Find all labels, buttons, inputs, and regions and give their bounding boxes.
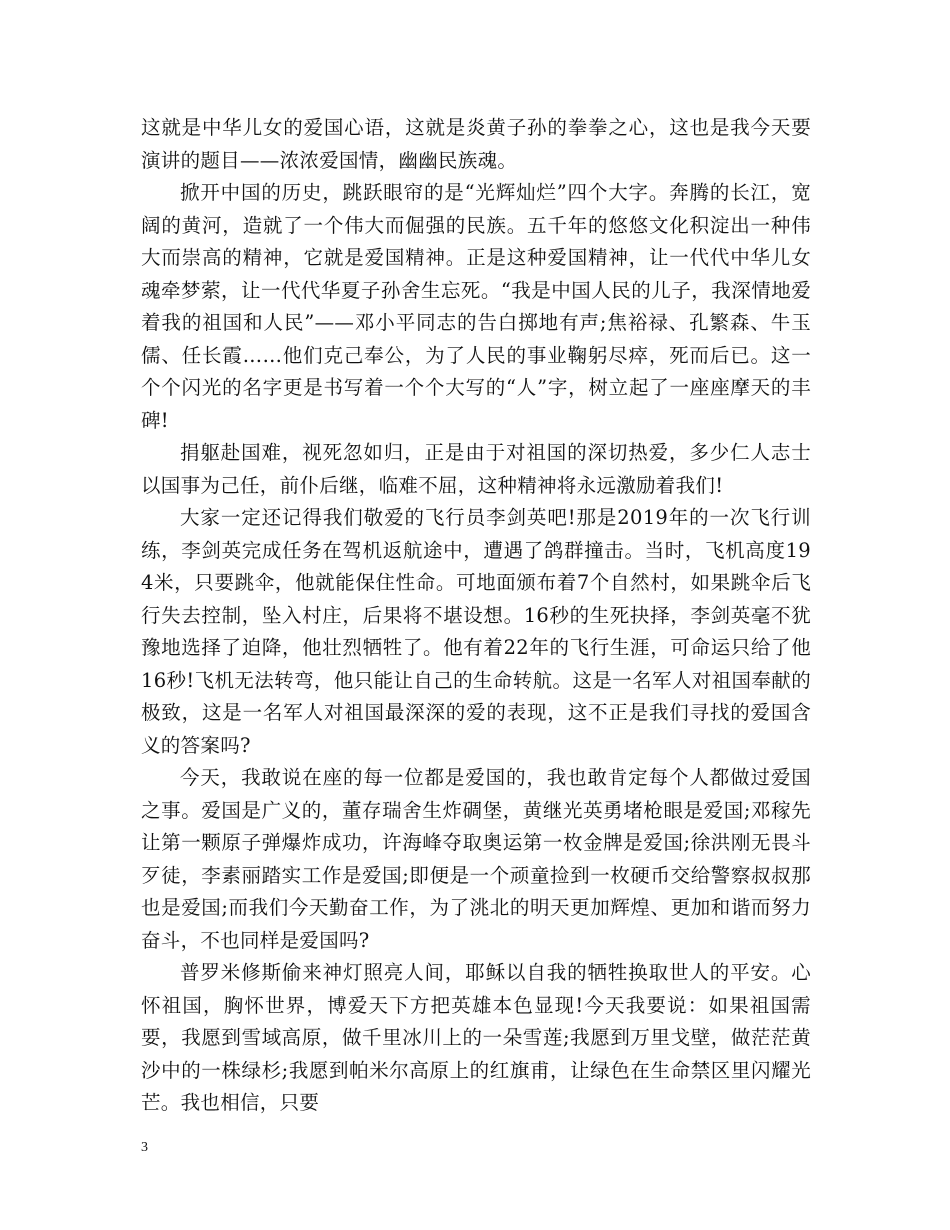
- document-body: [141, 112, 811, 1120]
- paragraph-continued: 这就是中华儿女的爱国心语，这就是炎黄子孙的拳拳之心，这也是我今天要演讲的题目——浓浓爱国情，幽幽民族魂。: [141, 116, 811, 172]
- page-number: 3: [141, 1140, 148, 1155]
- paragraph-pilot: 大家一定还记得我们敬爱的飞行员李剑英吧!那是2019年的一次飞行训练，李剑英完成任务在驾机返航途中，遭遇了鸽群撞击。当时，飞机高度194米，只要跳伞，他就能保住性命。可地面颁布着7个自然村，如果跳伞后飞行失去控制，坠入村庄，后果将不堪设想。16秒的生死抉择，李剑英毫不犹豫地选择了迫降，他壮烈牺牲了。他有着22年的飞行生涯，可命运只给了他16秒!飞机无法转弯，他只能让自己的生命转航。这是一名军人对祖国奉献的极致，这是一名军人对祖国最深深的爱的表现，这不正是我们寻找的爱国含义的答案吗?: [141, 506, 811, 757]
- paragraph-closing: 普罗米修斯偷来神灯照亮人间，耶稣以自我的牺牲换取世人的平安。心怀祖国，胸怀世界，博爱天下方把英雄本色显现!今天我要说：如果祖国需要，我愿到雪域高原，做千里冰川上的一朵雪莲;我愿到万里戈壁，做茫茫黄沙中的一株绿杉;我愿到帕米尔高原上的红旗甫，让绿色在生命禁区里闪耀光芒。我也相信，只要: [141, 961, 811, 1114]
- paragraph-sacrifice: 捐躯赴国难，视死忽如归，正是由于对祖国的深切热爱，多少仁人志士以国事为己任，前仆后继，临难不屈，这种精神将永远激励着我们!: [141, 441, 811, 497]
- paragraph-today: 今天，我敢说在座的每一位都是爱国的，我也敢肯定每个人都做过爱国之事。爱国是广义的，董存瑞舍生炸碉堡，黄继光英勇堵枪眼是爱国;邓稼先让第一颗原子弹爆炸成功，许海峰夺取奥运第一枚金牌是爱国;徐洪刚无畏斗歹徒，李素丽踏实工作是爱国;即便是一个顽童捡到一枚硬币交给警察叔叔那也是爱国;而我们今天勤奋工作，为了洮北的明天更加辉煌、更加和谐而努力奋斗，不也同样是爱国吗?: [141, 766, 811, 952]
- paragraph-history: 掀开中国的历史，跳跃眼帘的是“光辉灿烂”四个大字。奔腾的长江，宽阔的黄河，造就了一个伟大而倔强的民族。五千年的悠悠文化积淀出一种伟大而崇高的精神，它就是爱国精神。正是这种爱国精神，让一代代中华儿女魂牵梦萦，让一代代华夏子孙舍生忘死。“我是中国人民的儿子，我深情地爱着我的祖国和人民”——邓小平同志的告白掷地有声;焦裕禄、孔繁森、牛玉儒、任长霞……他们克己奉公，为了人民的事业鞠躬尽瘁，死而后已。这一个个闪光的名字更是书写着一个个大写的“人”字，树立起了一座座摩天的丰碑!: [141, 181, 811, 432]
